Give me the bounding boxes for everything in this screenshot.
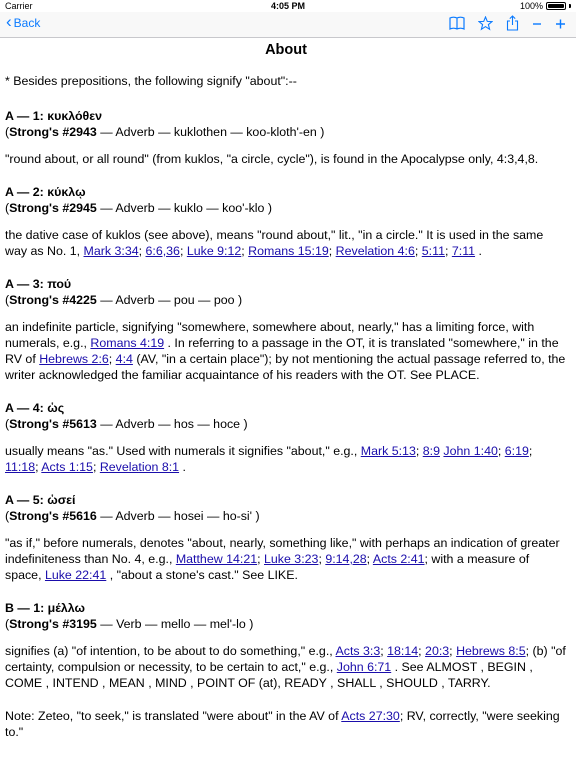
entry-list <box>5 108 567 691</box>
body-text: . <box>179 460 186 474</box>
book-icon[interactable] <box>449 16 465 35</box>
body-text: ; <box>328 244 336 258</box>
entry-definition <box>5 151 567 167</box>
body-text: ; <box>497 444 505 458</box>
body-text: ; <box>179 244 187 258</box>
status-time: 4:05 PM <box>270 1 305 11</box>
body-text: "round about, or all round" (from kuklos, "a circle, cycle"), is found in the Apocalypse only, 4:3,4,8. <box>5 152 539 166</box>
scripture-link[interactable]: 4:4 <box>115 352 133 366</box>
scripture-link[interactable]: 9:14,28 <box>325 552 367 566</box>
scripture-link[interactable]: 8:9 <box>422 444 440 458</box>
scripture-link[interactable]: Romans 4:19 <box>90 336 165 350</box>
scripture-link[interactable]: Hebrews 8:5 <box>456 644 526 658</box>
carrier-label: Carrier <box>5 1 33 11</box>
body-text: ; <box>318 552 326 566</box>
body-text: "as if," before numerals, denotes "about, nearly, something like," with perhaps an indication of greater indefiniteness than No. 4, e.g., <box>5 536 560 566</box>
entry-heading: A — 2: κύκλῳ <box>5 185 86 199</box>
entry-definition <box>5 643 567 691</box>
battery-icon <box>546 2 566 10</box>
paren: ( <box>5 293 10 307</box>
body-text: . <box>475 244 482 258</box>
strongs-number: Strong's #2943 <box>9 125 97 139</box>
entry-heading: B — 1: μέλλω <box>5 601 85 615</box>
strongs-number: Strong's #4225 <box>9 293 97 307</box>
scripture-link[interactable]: 6:19 <box>504 444 529 458</box>
strongs-details: — Adverb — hos — hoce ) <box>96 417 248 431</box>
strongs-details: — Adverb — kuklothen — koo-kloth'-en ) <box>96 125 325 139</box>
body-text: ; <box>380 644 388 658</box>
scripture-link[interactable]: Acts 3:3 <box>335 644 381 658</box>
note-text <box>5 708 567 740</box>
body-text: ; <box>92 460 100 474</box>
scripture-link[interactable]: Luke 9:12 <box>186 244 242 258</box>
body-text: ; <box>444 244 452 258</box>
strongs-details: — Adverb — hosei — ho-si' ) <box>96 509 260 523</box>
scripture-link[interactable]: 5:11 <box>421 244 445 258</box>
body-text: an indefinite particle, signifying "somewhere, somewhere about, nearly," has a limiting force, with numerals, e.g., <box>5 320 535 350</box>
body-text: ; <box>415 444 423 458</box>
entry-definition <box>5 227 567 259</box>
status-bar <box>0 0 576 12</box>
body-text: ; <box>138 244 146 258</box>
strongs-line <box>5 616 567 632</box>
scripture-link[interactable]: Romans 15:19 <box>248 244 329 258</box>
paren: ( <box>5 125 10 139</box>
body-text: , "about a stone's cast." See LIKE. <box>106 568 298 582</box>
body-text: ; <box>414 244 422 258</box>
scripture-link[interactable]: Acts 1:15 <box>41 460 93 474</box>
entry <box>5 276 567 383</box>
body-text: . See ALMOST , BEGIN , COME , INTEND , MEAN , MIND , POINT OF (at), READY , SHALL , SHOULD , TARRY. <box>5 660 533 690</box>
entry <box>5 108 567 167</box>
body-text: usually means "as." Used with numerals it signifies "about," e.g., <box>5 444 361 458</box>
entry-definition <box>5 319 567 383</box>
scripture-link[interactable]: Acts 27:30 <box>341 709 400 723</box>
strongs-line <box>5 200 567 216</box>
body-text: ; RV, correctly, "were seeking to." <box>5 709 560 739</box>
body-text: the dative case of kuklos (see above), means "round about," lit., "in a circle." It is used in the same way as No. 1, <box>5 228 544 258</box>
page-title: About <box>265 42 307 58</box>
article-content <box>5 40 567 740</box>
zoom-out-icon[interactable] <box>532 17 542 35</box>
scripture-link[interactable]: Revelation 4:6 <box>335 244 415 258</box>
paren: ( <box>5 509 10 523</box>
body-text: signifies (a) "of intention, to be about to do something," e.g., <box>5 644 336 658</box>
scripture-link[interactable]: Hebrews 2:6 <box>39 352 109 366</box>
body-text: ; <box>35 460 42 474</box>
battery-indicator <box>520 1 571 11</box>
entry <box>5 184 567 259</box>
toolbar-icons <box>449 15 566 36</box>
body-text: ; <box>528 444 533 458</box>
strongs-line <box>5 416 567 432</box>
battery-tip <box>569 4 571 8</box>
strongs-number: Strong's #2945 <box>9 201 97 215</box>
paren: ( <box>5 617 10 631</box>
scripture-link[interactable]: 7:11 <box>451 244 476 258</box>
body-text: ; with a measure of space, <box>5 552 530 582</box>
body-text: ; <box>366 552 373 566</box>
back-button[interactable] <box>6 12 41 31</box>
scripture-link[interactable]: John 1:40 <box>443 444 498 458</box>
body-text: Note: Zeteo, "to seek," is translated "were about" in the AV of <box>5 709 342 723</box>
entry <box>5 492 567 583</box>
entry-heading: A — 1: κυκλόθεν <box>5 109 103 123</box>
back-label: Back <box>13 16 41 30</box>
strongs-line <box>5 124 567 140</box>
body-text: ; <box>449 644 457 658</box>
scripture-link[interactable]: Luke 22:41 <box>44 568 107 582</box>
entry <box>5 400 567 475</box>
entry-definition <box>5 535 567 583</box>
scripture-link[interactable]: Revelation 8:1 <box>99 460 180 474</box>
body-text: ; <box>257 552 264 566</box>
body-text: ; <box>241 244 249 258</box>
body-text: (AV, "in a certain place"); by not mentioning the actual passage referred to, the writer acknowledged the familiar acquaintance of his readers with the OT. See PLACE. <box>5 352 566 382</box>
strongs-number: Strong's #3195 <box>9 617 97 631</box>
body-text: ; (b) "of certainty, compulsion or necessity, to be certain to act," e.g., <box>5 644 566 674</box>
share-icon[interactable] <box>506 15 519 36</box>
scripture-link[interactable]: 18:14 <box>387 644 419 658</box>
navigation-bar <box>0 12 576 38</box>
star-icon[interactable] <box>478 16 493 36</box>
scripture-link[interactable]: Mark 5:13 <box>360 444 416 458</box>
intro-text: * Besides prepositions, the following signify "about":-- <box>5 74 297 88</box>
entry-heading: A — 5: ὡσεί <box>5 493 76 507</box>
strongs-number: Strong's #5613 <box>9 417 97 431</box>
paren: ( <box>5 201 10 215</box>
strongs-details: — Adverb — pou — poo ) <box>96 293 243 307</box>
scripture-link[interactable]: Matthew 14:21 <box>175 552 258 566</box>
battery-percent: 100% <box>519 1 543 11</box>
entry-heading: A — 3: πού <box>5 277 72 291</box>
scripture-link[interactable]: Mark 3:34 <box>83 244 139 258</box>
body-text: . In referring to a passage in the OT, it is translated "somewhere," in the RV of <box>5 336 559 366</box>
chevron-left-icon: ‹ <box>6 12 12 31</box>
strongs-details: — Adverb — kuklo — koo'-klo ) <box>96 201 273 215</box>
body-text: ; <box>418 644 426 658</box>
entry <box>5 600 567 691</box>
strongs-line <box>5 292 567 308</box>
scripture-link[interactable]: 11:18 <box>5 460 36 474</box>
body-text: ; <box>108 352 116 366</box>
scripture-link[interactable]: Luke 3:23 <box>264 552 319 566</box>
zoom-in-icon[interactable] <box>555 17 566 35</box>
scripture-link[interactable]: 20:3 <box>425 644 450 658</box>
strongs-details: — Verb — mello — mel'-lo ) <box>96 617 254 631</box>
paren: ( <box>5 417 10 431</box>
strongs-line <box>5 508 567 524</box>
scripture-link[interactable]: John 6:71 <box>336 660 392 674</box>
entry-heading: A — 4: ὡς <box>5 401 65 415</box>
scripture-link[interactable]: 6:6,36 <box>145 244 180 258</box>
entry-definition <box>5 443 567 475</box>
scripture-link[interactable]: Acts 2:41 <box>372 552 425 566</box>
strongs-number: Strong's #5616 <box>9 509 97 523</box>
